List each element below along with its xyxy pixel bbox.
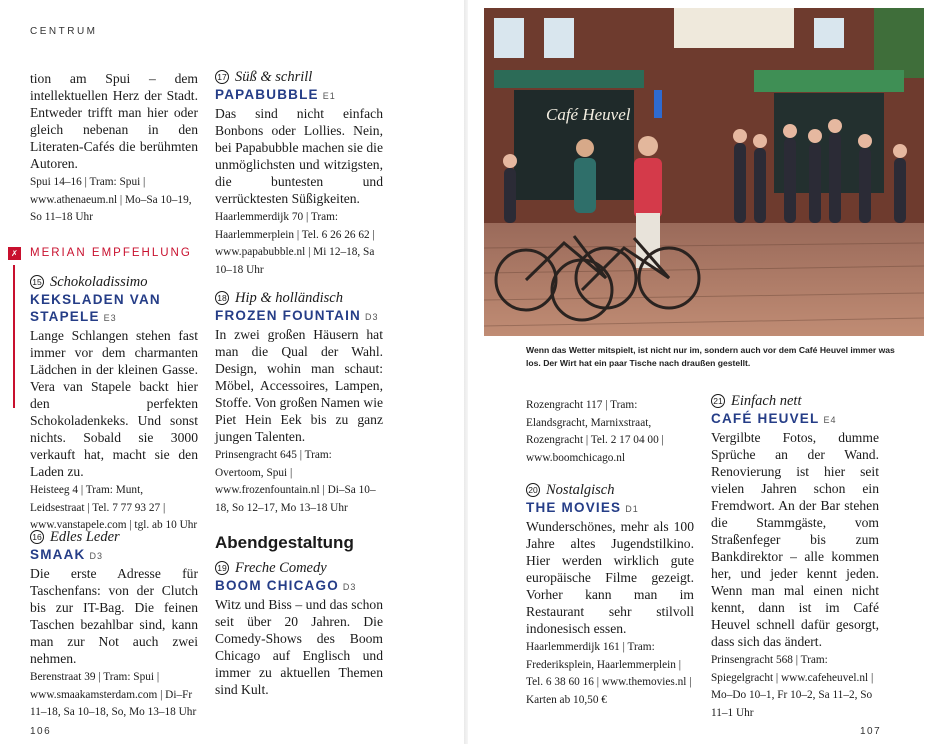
entry-kicker xyxy=(711,392,879,410)
entry-kicker xyxy=(215,68,383,86)
entry-name xyxy=(711,410,879,429)
entry-16 xyxy=(30,528,198,722)
entry-kicker-text: Nostalgisch xyxy=(546,482,615,498)
entry-number-badge: 21 xyxy=(711,394,725,408)
entry-info: Berenstraat 39 | Tram: Spui | www.smaakamsterdam.com | Di–Fr 11–18, Sa 10–18, So, Mo 13–18 Uhr xyxy=(30,671,197,718)
entry-19 xyxy=(215,559,383,698)
entry-number-badge: 20 xyxy=(526,483,540,497)
entry-text: Lange Schlangen stehen fast immer vor dem charmanten Lädchen in der kleinen Gasse. Vera van Stapele backt hier den perfekten Schokoladenkeks. Und sonst nichts. Sobald sie 3000 verkauft hat, macht sie den Laden zu. xyxy=(30,328,198,479)
entry-name-text: CAFÉ HEUVEL xyxy=(711,411,820,426)
entry-number-badge: 15 xyxy=(30,275,44,289)
entry-info: Haarlemmerdijk 161 | Tram: Frederiksplein, Haarlemmerplein | Tel. 6 38 60 16 | www.themovies.nl | Karten ab 10,50 € xyxy=(526,641,692,706)
cafe-sign: Café Heuvel xyxy=(546,105,631,124)
entry-name-text: KEKSLADEN VAN STAPELE xyxy=(30,292,161,324)
entry-text: In zwei großen Häusern hat man die Qual der Wahl. Design, wohin man schaut: Möbel, Accessoires, Lampen, Stoffe. Von großen Namen wie Piet Hein Eek bis zu ganz jungen Talenten. xyxy=(215,327,384,444)
entry-18 xyxy=(215,289,383,698)
entry-text: Witz und Biss – und das schon seit über 20 Jahren. Die Comedy-Shows des Boom Chicago auf Englisch und immer zu aktuellen Themen sind Kult. xyxy=(215,597,383,697)
entry-name-text: PAPABUBBLE xyxy=(215,87,319,102)
page-number-left: 106 xyxy=(30,726,52,737)
entry-21 xyxy=(711,392,879,722)
recommendation-flag-icon: ✗ xyxy=(8,247,21,260)
entry-kicker xyxy=(215,559,383,577)
entry-info: Prinsengracht 568 | Tram: Spiegelgracht | www.cafeheuvel.nl | Mo–Do 10–1, Fr 10–2, Sa 11–2, So 11–1 Uhr xyxy=(711,654,874,719)
entry-kicker-text: Edles Leder xyxy=(50,529,120,545)
entry-number-badge: 19 xyxy=(215,561,229,575)
recommendation-rule xyxy=(13,265,15,408)
entry-grid-ref: E1 xyxy=(322,91,336,101)
entry-name xyxy=(215,86,383,105)
entry-name xyxy=(215,307,383,326)
entry-number-badge: 18 xyxy=(215,291,229,305)
entry-info: Prinsengracht 645 | Tram: Overtoom, Spui | www.frozenfountain.nl | Di–Sa 10–18, So 12–17, Mo 13–18 Uhr xyxy=(215,449,376,514)
entry-info: Haarlemmerdijk 70 | Tram: Haarlemmerplein | Tel. 6 26 26 62 | www.papabubble.nl | Mi 12–18, Sa 10–18 Uhr xyxy=(215,211,375,276)
cafe-photo xyxy=(484,8,924,336)
entry-text: Die erste Adresse für Taschenfans: von der Clutch bis zur IT-Bag. Die feinen Taschen bezahlbar sind, kann man zur Not auch zwei nehmen. xyxy=(30,566,198,666)
entry-kicker-text: Hip & holländisch xyxy=(235,290,343,306)
entry-name-text: THE MOVIES xyxy=(526,500,622,515)
entry-name xyxy=(526,499,694,518)
section-heading: Abendgestaltung xyxy=(215,533,354,552)
boom-chicago-info-block xyxy=(526,395,694,709)
entry-kicker xyxy=(215,289,383,307)
entry-name xyxy=(30,546,198,565)
entry-name-text: FROZEN FOUNTAIN xyxy=(215,308,361,323)
entry-kicker-text: Einfach nett xyxy=(731,393,802,409)
continuation-info: Spui 14–16 | Tram: Spui | www.athenaeum.nl | Mo–Sa 10–19, So 11–18 Uhr xyxy=(30,176,192,223)
entry-grid-ref: E3 xyxy=(103,313,117,323)
entry-15 xyxy=(30,273,198,535)
left-column-1 xyxy=(30,70,198,227)
entry-kicker-text: Freche Comedy xyxy=(235,560,327,576)
entry-name xyxy=(30,291,198,327)
entry-kicker xyxy=(526,481,694,499)
entry-17 xyxy=(215,68,383,279)
entry-grid-ref: D1 xyxy=(625,504,639,514)
continuation-text: tion am Spui – dem intellektuellen Herz der Stadt. Entweder trifft man hier oder gleich nebenan in den Literaten-Cafés die berühmten Autoren. xyxy=(30,71,198,171)
entry-grid-ref: D3 xyxy=(365,312,379,322)
entry-text: Das sind nicht einfach Bonbons oder Lollies. Nein, bei Papabubble machen sie die unmöglichsten und witzigsten, die buntesten und verrücktesten Süßigkeiten. xyxy=(215,106,383,206)
cafe-photo-illustration xyxy=(484,8,924,336)
entry-name-text: BOOM CHICAGO xyxy=(215,578,339,593)
running-head: CENTRUM xyxy=(30,26,98,37)
entry-info: Rozengracht 117 | Tram: Elandsgracht, Marnixstraat, Rozengracht | Tel. 2 17 04 00 | www.boomchicago.nl xyxy=(526,399,664,464)
entry-kicker-text: Schokoladissimo xyxy=(50,274,148,290)
entry-number-badge: 17 xyxy=(215,70,229,84)
merian-recommendation xyxy=(8,243,218,265)
entry-info: Heisteeg 4 | Tram: Munt, Leidsestraat | Tel. 7 77 93 27 | www.vanstapele.com | tgl. ab 10 Uhr xyxy=(30,484,198,531)
entry-number-badge: 16 xyxy=(30,530,44,544)
entry-20 xyxy=(526,481,694,709)
recommendation-label: MERIAN EMPFEHLUNG xyxy=(30,247,192,259)
entry-grid-ref: D3 xyxy=(342,582,357,592)
entry-kicker xyxy=(30,273,198,291)
entry-grid-ref: E4 xyxy=(823,415,837,425)
page-gutter xyxy=(464,0,468,744)
page-number-right: 107 xyxy=(860,726,882,737)
entry-name xyxy=(215,577,383,596)
entry-text: Wunderschönes, mehr als 100 Jahre altes Jugendstilkino. Hier werden wirklich gute europäische Filme gezeigt. Vorher kann man im Restaurant sehr stilvoll indonesisch essen. xyxy=(526,519,694,636)
entry-name-text: SMAAK xyxy=(30,547,86,562)
entry-kicker xyxy=(30,528,198,546)
entry-kicker-text: Süß & schrill xyxy=(235,69,313,85)
photo-caption: Wenn das Wetter mitspielt, ist nicht nur im, sondern auch vor dem Café Heuvel immer was los. Der Wirt hat ein paar Tische nach draußen gestellt. xyxy=(526,345,895,368)
entry-text: Vergilbte Fotos, dumme Sprüche an der Wand. Renovierung ist hier seit vielen Jahren schon ein Fremdwort. An der Bar stehen die Stammgäste, vom Straßenfeger bis zum Bankdirektor – alle kommen her, und jeder kennt jeden. Wenn man mal einen nicht kennt, dann ist im Café Heuvel schnell dafür gesorgt, dass sich das ändert. xyxy=(711,430,879,649)
entry-grid-ref: D3 xyxy=(89,551,104,561)
